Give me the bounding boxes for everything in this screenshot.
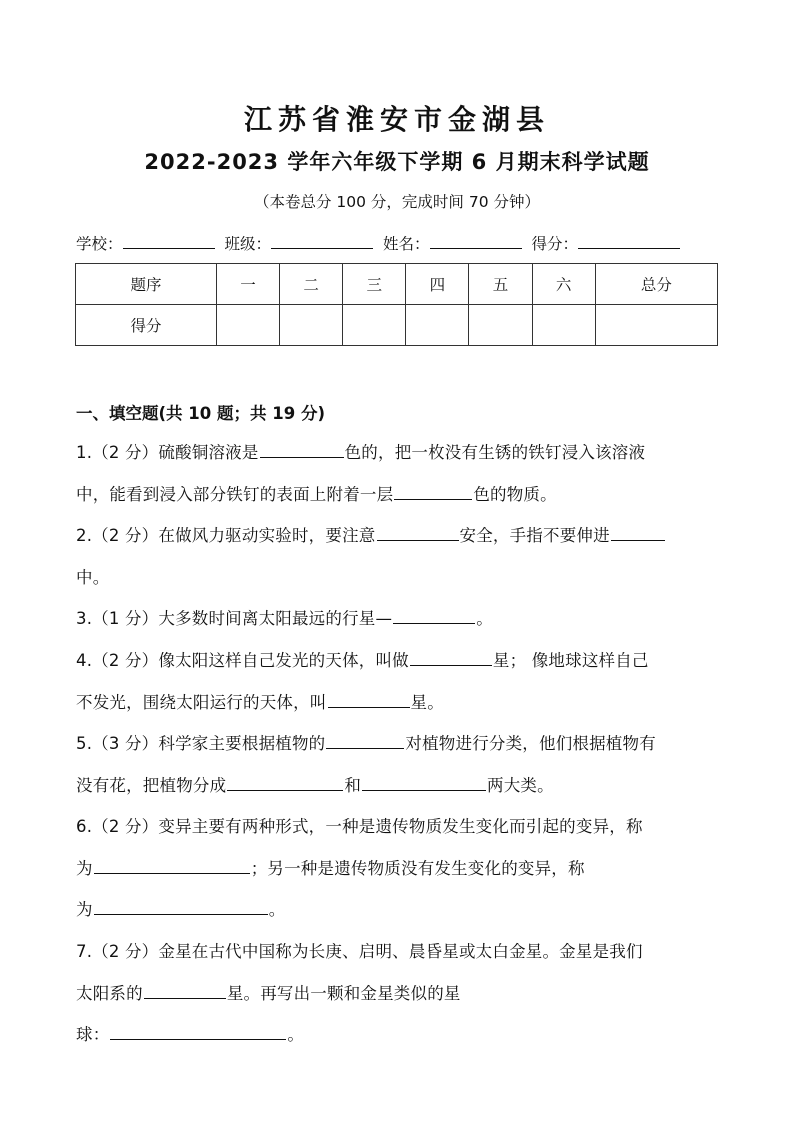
question-2 — [76, 515, 720, 598]
score-table-cell: 三 — [343, 264, 406, 305]
question-text: 2.（2 分）在做风力驱动实验时，要注意 — [76, 526, 376, 545]
question-text: 和 — [344, 775, 362, 795]
score-table-cell: 一 — [217, 264, 280, 305]
question-text: 中。 — [76, 567, 110, 587]
answer-blank[interactable] — [260, 440, 344, 458]
score-label: 得分： — [531, 235, 579, 253]
question-text: 3.（1 分）大多数时间离太阳最远的行星— — [76, 609, 393, 628]
class-label: 班级： — [224, 235, 272, 253]
question-text: 中，能看到浸入部分铁钉的表面上附着一层 — [76, 484, 394, 504]
question-text: 。 — [476, 609, 493, 628]
school-blank[interactable] — [123, 232, 215, 249]
question-7 — [76, 931, 720, 1056]
score-entry-cell[interactable] — [406, 305, 469, 346]
score-table-cell: 六 — [532, 264, 595, 305]
score-table-cell: 总分 — [595, 264, 717, 305]
question-text: 5.（3 分）科学家主要根据植物的 — [76, 734, 326, 753]
answer-blank[interactable] — [144, 981, 226, 999]
question-text: 不发光，围绕太阳运行的天体，叫 — [76, 692, 327, 712]
name-blank[interactable] — [430, 232, 522, 249]
exam-title-line2: 2022-2023 学年六年级下学期 6 月期末科学试题 — [144, 150, 650, 174]
question-text: 为 — [76, 900, 93, 919]
answer-blank[interactable] — [377, 523, 459, 541]
score-entry-cell[interactable] — [217, 305, 280, 346]
question-text: 安全，手指不要伸进 — [459, 526, 610, 545]
question-text: 星。 — [410, 692, 444, 712]
answer-blank[interactable] — [94, 897, 268, 915]
score-table-cell: 二 — [280, 264, 343, 305]
answer-blank[interactable] — [410, 648, 492, 666]
score-entry-cell[interactable] — [532, 305, 595, 346]
question-6 — [76, 806, 720, 931]
answer-blank[interactable] — [362, 773, 486, 791]
score-entry-cell[interactable] — [469, 305, 532, 346]
question-4 — [76, 640, 720, 723]
score-field[interactable] — [532, 232, 681, 254]
score-table-cell: 五 — [469, 264, 532, 305]
question-text: 7.（2 分）金星在古代中国称为长庚、启明、晨昏星或太白金星。金星是我们 — [76, 942, 643, 961]
answer-blank[interactable] — [326, 731, 404, 749]
question-text: 星； 像地球这样自己 — [492, 651, 649, 670]
question-text: 没有花，把植物分成 — [76, 775, 227, 795]
question-text: 星。再写出一颗和金星类似的星 — [226, 983, 461, 1003]
score-table-cell: 题序 — [76, 264, 217, 305]
school-field[interactable] — [76, 232, 215, 254]
question-3 — [76, 598, 720, 640]
exam-subtitle: （本卷总分 100 分，完成时间 70 分钟） — [253, 193, 541, 211]
score-entry-cell[interactable] — [343, 305, 406, 346]
score-entry-cell[interactable] — [595, 305, 717, 346]
exam-title-line1: 江苏省淮安市金湖县 — [243, 103, 550, 136]
question-text: 球： — [76, 1025, 110, 1044]
question-text: 两大类。 — [487, 775, 554, 795]
question-text: 为 — [76, 858, 93, 878]
question-text: 1.（2 分）硫酸铜溶液是 — [76, 443, 259, 462]
answer-blank[interactable] — [227, 773, 343, 791]
question-text: 6.（2 分）变异主要有两种形式，一种是遗传物质发生变化而引起的变异，称 — [76, 817, 643, 836]
score-table-cell: 得分 — [76, 305, 217, 346]
answer-blank[interactable] — [94, 856, 250, 874]
question-text: 。 — [268, 900, 286, 919]
question-text: 对植物进行分类，他们根据植物有 — [405, 734, 656, 753]
class-field[interactable] — [225, 232, 374, 254]
question-text: 4.（2 分）像太阳这样自己发光的天体，叫做 — [76, 651, 409, 670]
name-field[interactable] — [383, 232, 522, 254]
question-5 — [76, 723, 720, 806]
answer-blank[interactable] — [328, 690, 410, 708]
score-blank[interactable] — [578, 232, 680, 249]
school-label: 学校： — [76, 235, 123, 253]
answer-blank[interactable] — [110, 1022, 286, 1040]
answer-blank[interactable] — [394, 482, 472, 500]
score-table-cell: 四 — [406, 264, 469, 305]
question-1 — [76, 432, 720, 515]
score-table — [75, 263, 718, 346]
score-table-header-row — [76, 264, 718, 305]
answer-blank[interactable] — [611, 523, 665, 541]
score-table-score-row — [76, 305, 718, 346]
name-label: 姓名： — [383, 235, 430, 253]
score-entry-cell[interactable] — [280, 305, 343, 346]
answer-blank[interactable] — [393, 606, 475, 624]
question-text: 色的，把一枚没有生锈的铁钉浸入该溶液 — [344, 443, 646, 462]
section-title: 一、填空题(共 10 题；共 19 分) — [76, 404, 325, 423]
question-text: 太阳系的 — [76, 983, 143, 1003]
student-info-line — [76, 232, 722, 254]
question-text: 色的物质。 — [473, 484, 557, 504]
question-text: ；另一种是遗传物质没有发生变化的变异，称 — [250, 858, 585, 878]
class-blank[interactable] — [271, 232, 373, 249]
question-text: 。 — [287, 1025, 305, 1044]
